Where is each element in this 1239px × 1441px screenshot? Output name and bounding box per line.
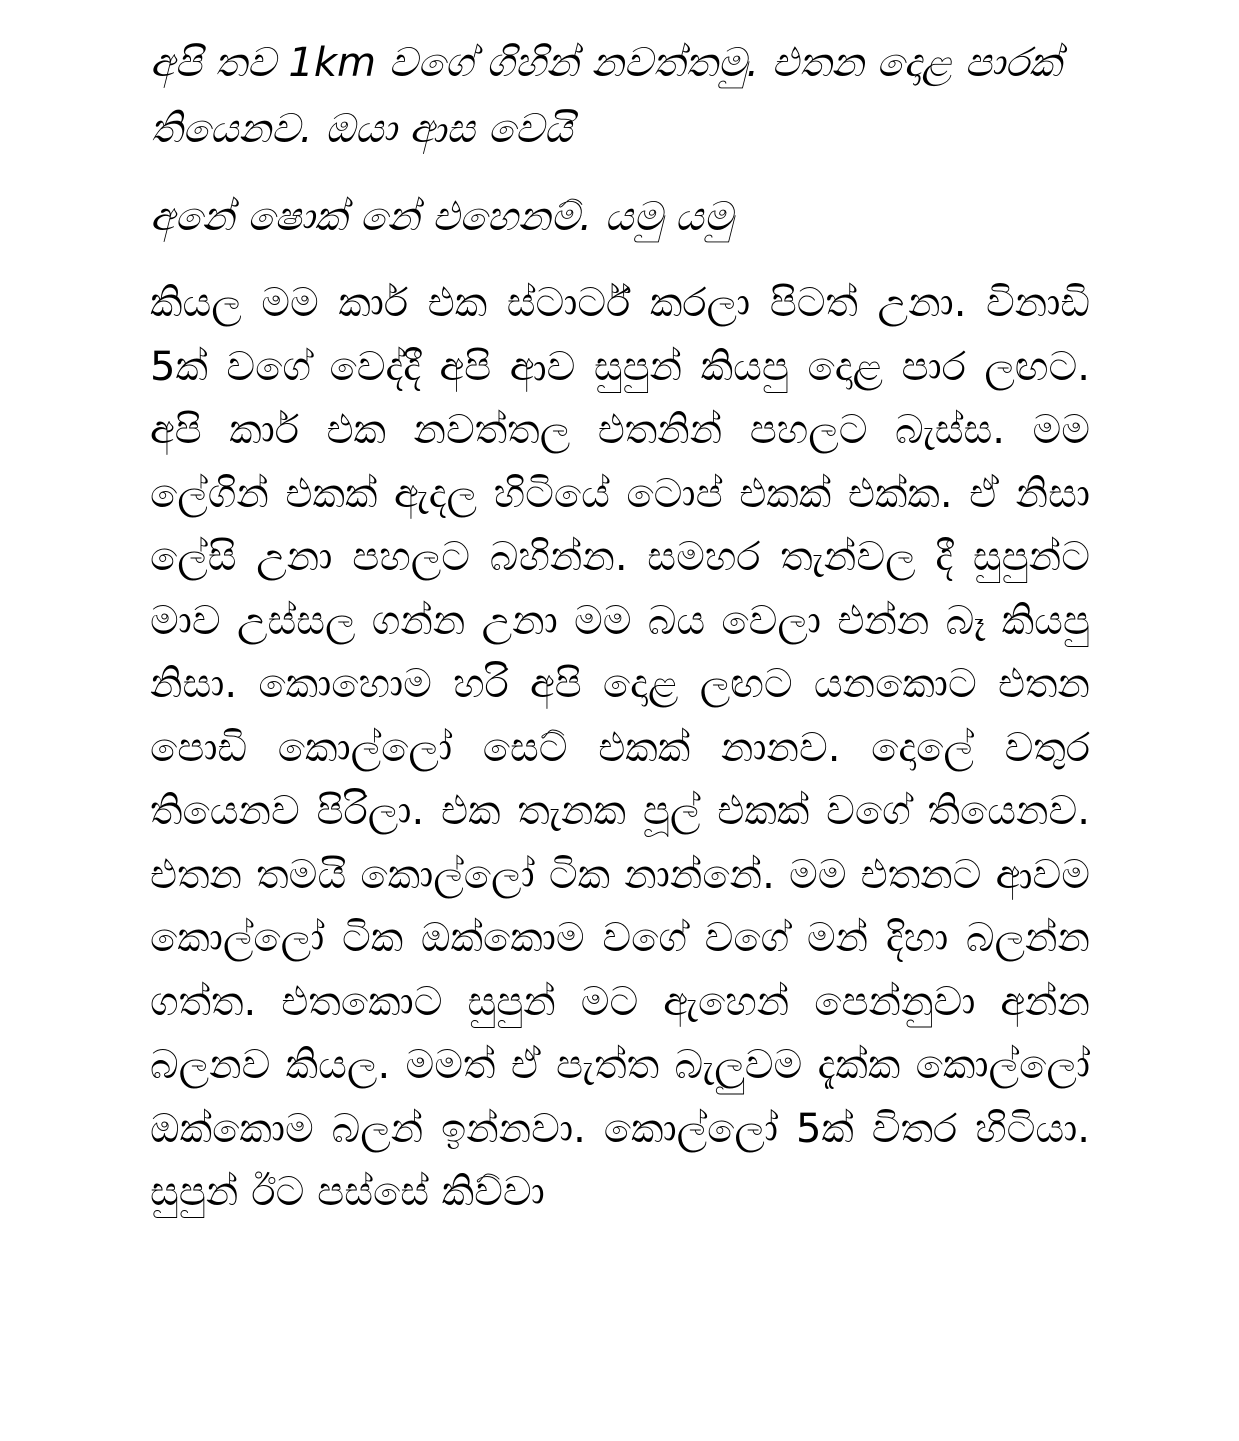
dialogue-line-2: අනේ ෂොක් නේ එහෙනම්. යමු යමු (150, 194, 733, 240)
narrative-paragraph: කියල මම කාර් එක ස්ටාර්ට් කරලා පිටත් උනා. විනාඩි 5ක් වගේ වෙද්දී අපි ආව සුපුන් කියපු දොළ පාර ලඟට. අපි කාර් එක නවත්තල එතනින් පහලට බැස්ස. මම ලේගින් එකක් ඇදල හිටියේ ටොප් එකක් එක්ක. ඒ නිසා ලේසි උනා පහලට බහින්න. සමහර තැන්වල දී සුපුන්ට මාව උස්සල ගන්න උනා මම බය වෙලා එන්න බෑ කියපු නිසා. කොහොම හරි අපි දොළ ලඟට යනකොට එතන පොඩි කොල්ලෝ සෙට් එකක් නානව. දොලේ වතුර තියෙනව පිරිලා. එක තැනක පූල් එකක් වගේ තියෙනව. එතන තමයි කොල්ලෝ ටික නාන්නේ. මම එතනට ආවම කොල්ලෝ ටික ඔක්කොම වගේ වගේ මන් දිහා බලන්න ගත්ත. එතකොට සුපුන් මට ඇහෙන් පෙන්නුවා අන්න බලනව කියල. මමත් ඒ පැත්ත බැලුවම දැක්ක කොල්ලෝ ඔක්කොම බලන් ඉන්නවා. කොල්ලෝ 5ක් විතර හිටියා. සුපුන් ඊට පස්සේ කිව්වා (150, 280, 1090, 1215)
dialogue-line-1: අපි තව 1km වගේ ගිහින් නවත්තමු. එතන දොළ පාරක් තියෙනව. ඔයා ආස වෙයි (150, 40, 1062, 152)
document-page (150, 30, 1090, 1225)
